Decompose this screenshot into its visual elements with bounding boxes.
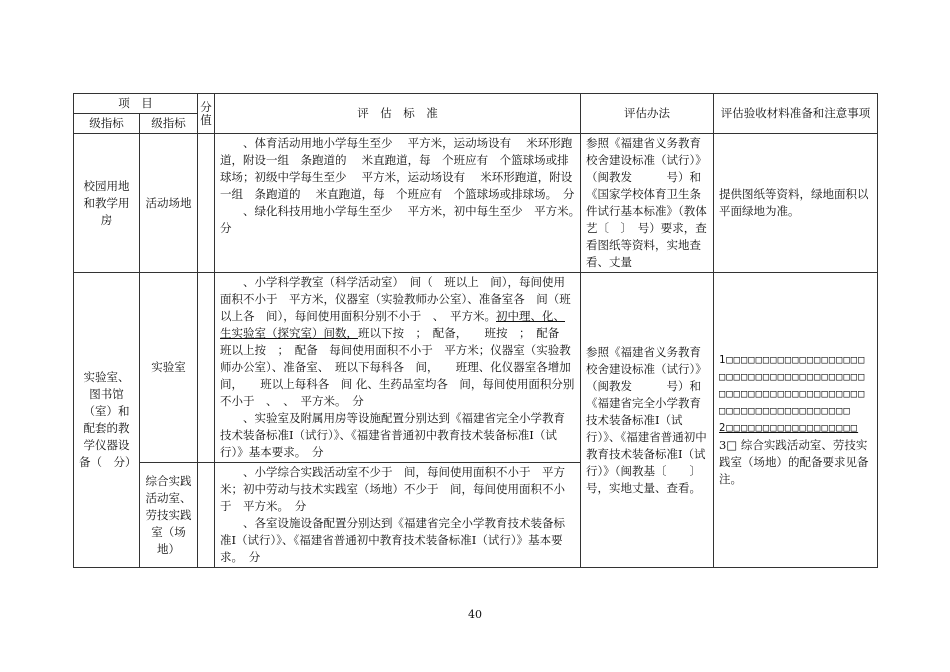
method-lab: 参照《福建省义务教育校舍建设标准（试行）》（闽教发 号）和《福建省完全小学教育技术装备标准Ⅰ（试行）》、《福建省普通初中教育技术装备标准Ⅰ（试行）》（闽教基〔 〕 号，实地丈量、查看。 (581, 273, 714, 568)
header-level2: 级指标 (140, 114, 198, 134)
page-number: 40 (468, 608, 482, 621)
header-method: 评估办法 (581, 94, 714, 134)
header-materials: 评估验收材料准备和注意事项 (714, 94, 878, 134)
evaluation-table (73, 93, 878, 568)
notes-item-2: 2□□□□□□□□□□□□□□□□□□ (719, 422, 859, 434)
level2-activity-field: 活动场地 (140, 134, 198, 273)
criteria-paragraph: 、体育活动用地小学每生至少 平方米，运动场设有 米环形跑道，附设一组 条跑道的 米直跑道，每 个班应有 个篮球场或排球场；初级中学每生至少 平方米，运动场设有 米环形跑道，附设一组 条跑道的 米直跑道，每 个班应有 个篮球场或排球场。 分 (220, 136, 575, 201)
notes-item-1: 1□□□□□□□□□□□□□□□□□□□□□□□□□□□□□□□□□□□□□□□□□□□□□□□□□□□□□□□□□□□□□□□□□□□□□□□□□□□□□ (719, 354, 866, 417)
header-criteria: 评 估 标 准 (215, 94, 581, 134)
level2-lab: 实验室 (140, 273, 198, 463)
method-activity-field: 参照《福建省义务教育校舍建设标准（试行）》（闽教发 号）和《国家学校体育卫生条件试行基本标准》（教体艺〔 〕 号）要求，查看图纸等资料，实地查看、丈量 (581, 134, 714, 273)
level1-lab-library: 实验室、图书馆（室）和配套的教学仪器设备（ 分） (74, 273, 140, 568)
score-cell (198, 134, 215, 273)
score-cell (198, 463, 215, 568)
level1-campus-land: 校园用地和教学用房 (74, 134, 140, 273)
header-item: 项 目 (74, 94, 198, 114)
notes-item-3: 3□ 综合实践活动室、劳技实践室（场地）的配备要求见备注。 (719, 438, 869, 486)
criteria-paragraph: 、各室设施设备配置分别达到《福建省完全小学教育技术装备标准Ⅰ（试行）》、《福建省普通初中教育技术装备标准Ⅰ（试行）》基本要求。 分 (220, 516, 565, 564)
notes-activity-field: 提供图纸等资料，绿地面积以平面绿地为准。 (714, 134, 878, 273)
score-cell (198, 273, 215, 463)
criteria-lab (215, 273, 581, 463)
criteria-paragraph: 、绿化科技用地小学每生至少 平方米，初中每生至少 平方米。 分 (220, 204, 586, 235)
criteria-practice-room (215, 463, 581, 568)
notes-lab (714, 273, 878, 568)
level2-practice-room: 综合实践活动室、劳技实践室（场地） (140, 463, 198, 568)
criteria-activity-field (215, 134, 586, 273)
header-score: 分值 (198, 94, 215, 134)
criteria-paragraph: 、小学综合实践活动室不少于 间，每间使用面积不小于 平方米；初中劳动与技术实践室（场地）不少于 间，每间使用面积不小于 平方米。 分 (220, 465, 565, 513)
criteria-paragraph: 、小学科学教室（科学活动室） 间（ 班以上 间），每间使用面积不小于 平方米，仪器室（实验教师办公室）、准备室各 间（班以上各 间），每间使用面积分别不小于 、 平方米。初中理、化、生实验室（探究室）间数，班以下按 ； 配备， 班按 ； 配备 班以上按 ； 配备 每间使用面积不小于 平方米；仪器室（实验教师办公室）、准备室、 班以下每科各 间， 班理、化仪器室各增加 间， 班以上每科各 间 化、生药品室均各 间，每间使用面积分别不小于 、 、 平方米。 分 (220, 275, 583, 408)
criteria-paragraph: 、实验室及附属用房等设施配置分别达到《福建省完全小学教育技术装备标准Ⅰ（试行）》、《福建省普通初中教育技术装备标准Ⅰ（试行）》基本要求。 分 (220, 411, 565, 459)
header-level1: 级指标 (74, 114, 140, 134)
